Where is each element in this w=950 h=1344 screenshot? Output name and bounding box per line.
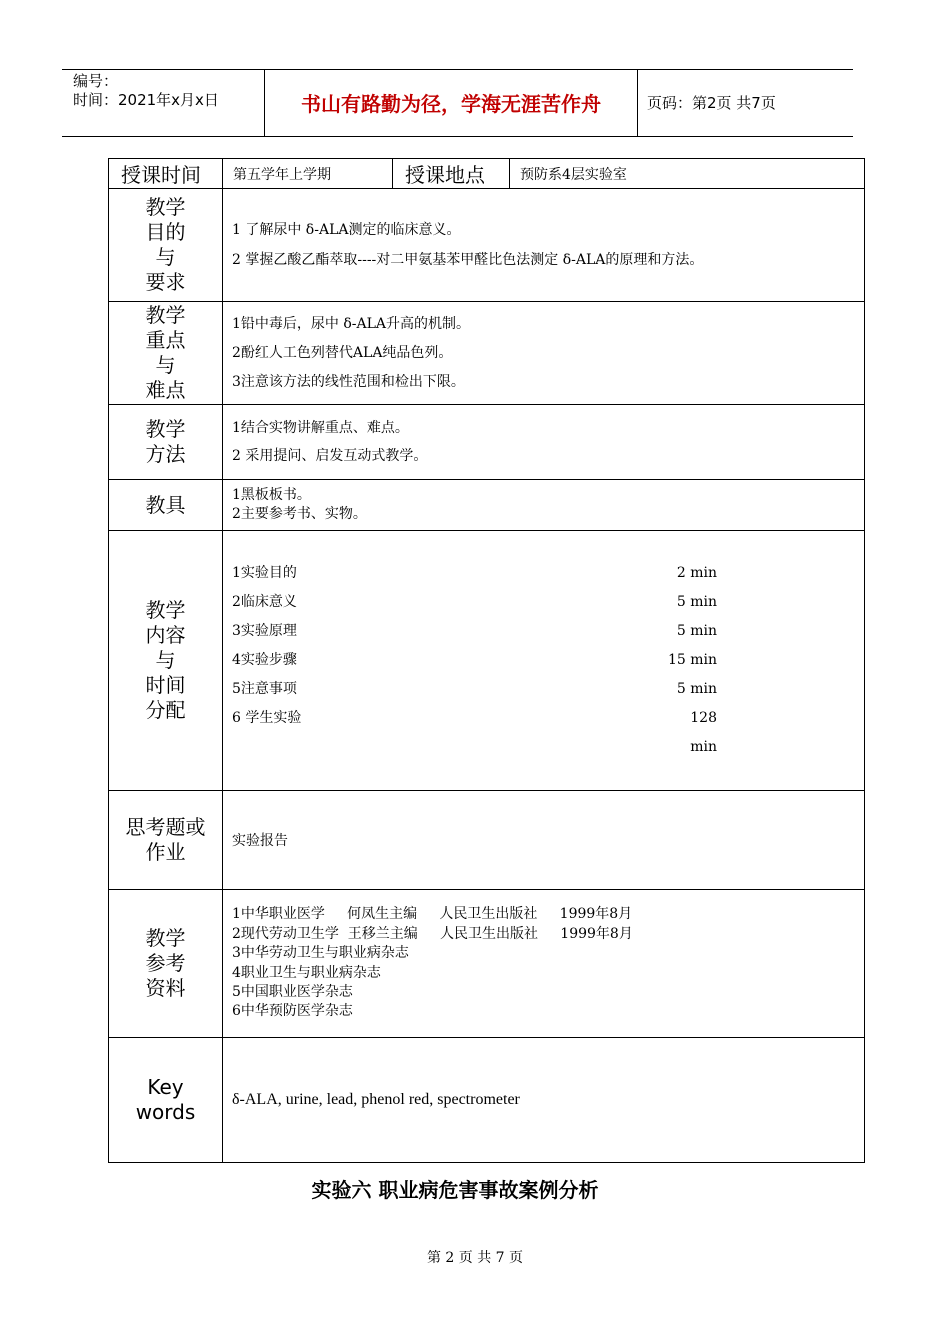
list-item: 1铅中毒后，尿中 δ-ALA升高的机制。 bbox=[232, 315, 471, 332]
list-item: 5中国职业医学杂志 bbox=[232, 983, 353, 1000]
place-field-label: 授课地点 bbox=[393, 159, 510, 189]
tools-content bbox=[223, 480, 865, 531]
goal-content bbox=[223, 189, 865, 302]
keypoints-content bbox=[223, 302, 865, 405]
schedule-item: 3实验原理 5 min bbox=[232, 623, 717, 639]
keypoints-label: 教学 重点 与 难点 bbox=[109, 302, 223, 405]
section-title: 实验六 职业病危害事故案例分析 bbox=[311, 1178, 599, 1202]
list-item: 3注意该方法的线性范围和检出下限。 bbox=[232, 373, 465, 390]
table-row bbox=[109, 531, 865, 791]
page-footer: 第 2 页 共 7 页 bbox=[426, 1250, 524, 1266]
method-label: 教学 方法 bbox=[109, 405, 223, 480]
content-label: 教学 内容 与 时间 分配 bbox=[109, 531, 223, 791]
table-row bbox=[109, 480, 865, 531]
header-bottom-rule bbox=[62, 136, 853, 137]
table-row bbox=[109, 189, 865, 302]
header-divider bbox=[637, 69, 638, 136]
table-row bbox=[109, 890, 865, 1038]
table-row bbox=[109, 159, 865, 189]
place-field-value: 预防系4层实验室 bbox=[510, 159, 865, 189]
references-label: 教学 参考 资料 bbox=[109, 890, 223, 1038]
lesson-plan-table bbox=[108, 158, 865, 1163]
schedule-item: 4实验步骤 15 min bbox=[232, 652, 717, 668]
list-item: 3中华劳动卫生与职业病杂志 bbox=[232, 945, 409, 962]
time-label: 时间：2021年x月x日 bbox=[73, 91, 219, 109]
list-item: 2酚红人工色列替代ALA纯品色列。 bbox=[232, 344, 453, 361]
list-item: 1 了解尿中 δ-ALA测定的临床意义。 bbox=[232, 222, 461, 238]
list-item: 2 采用提问、启发互动式教学。 bbox=[232, 448, 428, 464]
homework-content: 实验报告 bbox=[223, 791, 865, 890]
list-item: 6中华预防医学杂志 bbox=[232, 1003, 353, 1020]
schedule-item: 2临床意义 5 min bbox=[232, 594, 717, 610]
table-row bbox=[109, 1038, 865, 1163]
header-page-label: 页码：第2页 共7页 bbox=[647, 94, 776, 112]
method-content bbox=[223, 405, 865, 480]
list-item: 1结合实物讲解重点、难点。 bbox=[232, 420, 409, 436]
time-field-label: 授课时间 bbox=[109, 159, 223, 189]
tools-label: 教具 bbox=[109, 480, 223, 531]
table-row bbox=[109, 302, 865, 405]
keywords-label: Key words bbox=[109, 1038, 223, 1163]
list-item: 2主要参考书、实物。 bbox=[232, 506, 367, 522]
list-item: 1中华职业医学 何凤生主编 人民卫生出版社 1999年8月 bbox=[232, 906, 633, 923]
list-item: 2 掌握乙酸乙酯萃取----对二甲氨基苯甲醛比色法测定 δ-ALA的原理和方法。 bbox=[232, 252, 704, 268]
goal-label: 教学 目的 与 要求 bbox=[109, 189, 223, 302]
header-meta bbox=[73, 72, 219, 110]
schedule-item: 6 学生实验 128 min bbox=[232, 710, 717, 755]
keywords-content: δ-ALA, urine, lead, phenol red, spectrometer bbox=[223, 1038, 865, 1163]
list-item: 2现代劳动卫生学 王移兰主编 人民卫生出版社 1999年8月 bbox=[232, 925, 633, 942]
list-item: 4职业卫生与职业病杂志 bbox=[232, 964, 381, 981]
schedule-item: 5注意事项 5 min bbox=[232, 681, 717, 697]
header-motto: 书山有路勤为径，学海无涯苦作舟 bbox=[301, 92, 601, 116]
number-label: 编号： bbox=[73, 72, 119, 90]
table-row bbox=[109, 791, 865, 890]
time-field-value: 第五学年上学期 bbox=[223, 159, 393, 189]
references-content bbox=[223, 890, 865, 1038]
homework-label: 思考题或 作业 bbox=[109, 791, 223, 890]
list-item: 1黑板板书。 bbox=[232, 487, 311, 503]
content-schedule bbox=[223, 531, 865, 791]
schedule-item: 1实验目的 2 min bbox=[232, 565, 717, 581]
table-row bbox=[109, 405, 865, 480]
